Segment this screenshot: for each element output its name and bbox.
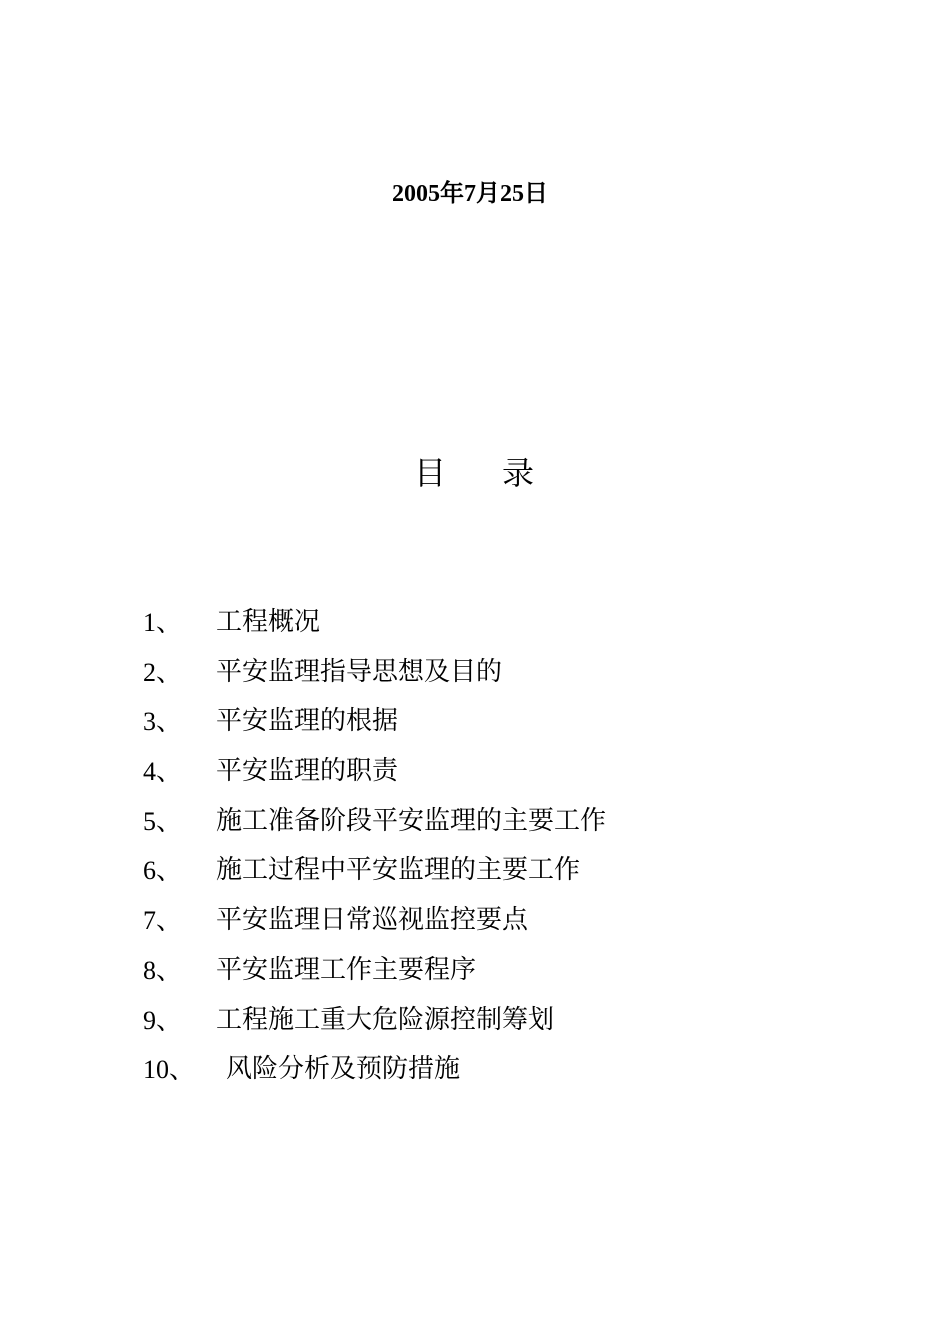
toc-title-char-2: 录 [502,454,535,492]
toc-item-number: 9、 [143,1005,183,1035]
toc-item-text: 平安监理的根据 [216,706,399,737]
toc-item-number: 1、 [143,608,183,637]
toc-item-text: 平安监理工作主要程序 [216,954,477,985]
toc-item-text: 平安监理指导思想及目的 [216,656,503,687]
toc-title [414,450,554,496]
toc-item-number: 7、 [143,906,183,936]
toc-item-text: 平安监理的职责 [216,756,399,787]
toc-item-text: 工程施工重大危险源控制筹划 [216,1004,555,1035]
toc-item-text: 风险分析及预防措施 [226,1054,461,1085]
toc-title-char-1: 目 [414,454,447,492]
toc-item-number: 10、 [143,1055,196,1085]
toc-item-number: 3、 [143,707,183,737]
toc-item-number: 6、 [143,856,183,886]
toc-item-text: 工程概况 [216,607,321,637]
toc-item-number: 5、 [143,806,183,836]
toc-item-number: 4、 [143,757,183,787]
toc-item-text: 施工准备阶段平安监理的主要工作 [216,805,607,836]
document-date: 2005年7月25日 [392,181,548,207]
toc-item-number: 8、 [143,955,183,985]
toc-item-text: 施工过程中平安监理的主要工作 [216,855,581,886]
toc-item-number: 2、 [143,657,183,687]
toc-item-text: 平安监理日常巡视监控要点 [216,905,529,936]
